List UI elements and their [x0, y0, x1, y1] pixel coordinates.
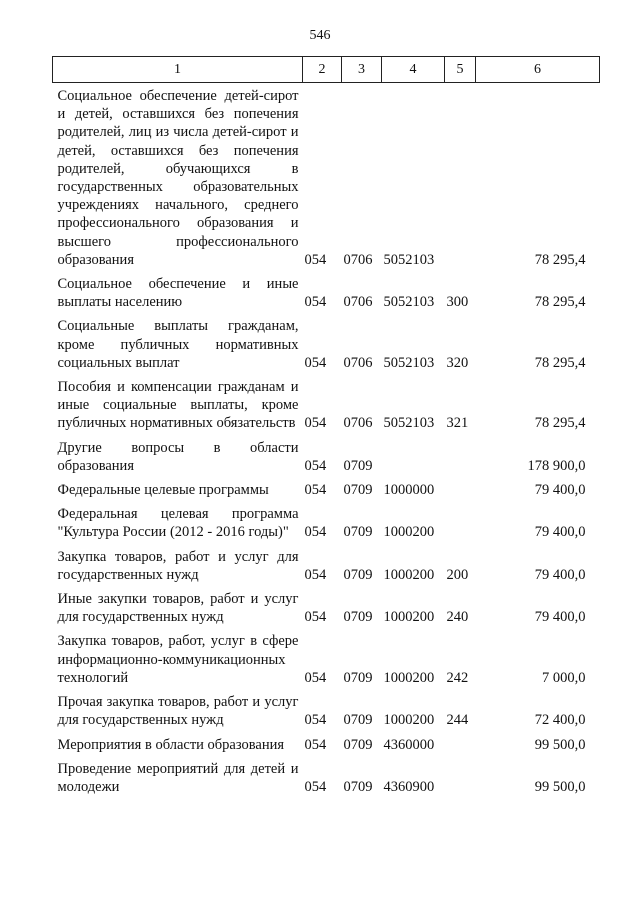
table-row — [53, 760, 600, 802]
row-target-code: 1000200 — [383, 669, 435, 686]
row-ministry-code: 054 — [304, 524, 327, 541]
table-row — [53, 590, 600, 632]
row-ministry-code: 054 — [304, 251, 327, 268]
row-section-code: 0706 — [343, 354, 373, 371]
table-row — [53, 505, 600, 547]
row-expense-type: 321 — [446, 415, 469, 432]
column-header-4: 4 — [382, 57, 445, 83]
header-row — [53, 57, 600, 83]
row-amount: 7 000,0 — [542, 669, 586, 686]
row-expense-type: 240 — [446, 609, 469, 626]
row-amount: 79 400,0 — [534, 609, 586, 626]
row-target-code: 5052103 — [383, 415, 435, 432]
table-row — [53, 548, 600, 590]
row-expense-type — [445, 83, 476, 276]
row-ministry-code: 054 — [304, 415, 327, 432]
row-target-code: 5052103 — [383, 354, 435, 371]
row-name: Пособия и компенсации гражданам и иные социальные выплаты, кроме публичных нормативных обязательств — [57, 379, 299, 432]
row-ministry-code: 054 — [304, 669, 327, 686]
row-section-code: 0709 — [343, 457, 373, 474]
row-section-code: 0706 — [343, 415, 373, 432]
row-target-code — [382, 439, 445, 481]
row-ministry-code: 054 — [304, 354, 327, 371]
row-name: Федеральная целевая программа "Культура России (2012 - 2016 годы)" — [57, 506, 299, 541]
row-expense-type: 244 — [446, 712, 469, 729]
row-name: Закупка товаров, работ и услуг для государственных нужд — [57, 548, 299, 583]
row-name: Закупка товаров, работ, услуг в сфере информационно-коммуникационных технологий — [57, 633, 299, 686]
row-target-code: 1000200 — [383, 566, 435, 583]
row-amount: 72 400,0 — [534, 712, 586, 729]
row-target-code: 1000200 — [383, 524, 435, 541]
row-name: Социальное обеспечение и иные выплаты населению — [57, 276, 299, 311]
row-name: Иные закупки товаров, работ и услуг для государственных нужд — [57, 591, 299, 626]
row-amount: 78 295,4 — [534, 251, 586, 268]
row-section-code: 0709 — [343, 566, 373, 583]
table-row — [53, 317, 600, 378]
row-target-code: 1000000 — [383, 482, 435, 499]
row-section-code: 0709 — [343, 712, 373, 729]
row-name: Социальные выплаты гражданам, кроме публичных нормативных социальных выплат — [57, 318, 299, 371]
row-target-code: 1000200 — [383, 609, 435, 626]
row-name: Другие вопросы в области образования — [57, 439, 299, 474]
row-target-code: 4360000 — [383, 736, 435, 753]
row-target-code: 5052103 — [383, 251, 435, 268]
row-ministry-code: 054 — [304, 482, 327, 499]
table-row — [53, 83, 600, 276]
column-header-2: 2 — [303, 57, 342, 83]
row-name: Прочая закупка товаров, работ и услуг для государственных нужд — [57, 694, 299, 729]
row-name: Федеральные целевые программы — [57, 482, 269, 499]
column-header-1: 1 — [53, 57, 303, 83]
table-row — [53, 693, 600, 735]
row-amount: 78 295,4 — [534, 415, 586, 432]
row-section-code: 0709 — [343, 609, 373, 626]
row-section-code: 0709 — [343, 669, 373, 686]
row-ministry-code: 054 — [304, 566, 327, 583]
row-expense-type: 200 — [446, 566, 469, 583]
table-row — [53, 632, 600, 693]
row-ministry-code: 054 — [304, 736, 327, 753]
table-row — [53, 481, 600, 505]
row-section-code: 0706 — [343, 251, 373, 268]
row-ministry-code: 054 — [304, 712, 327, 729]
row-expense-type — [445, 481, 476, 505]
row-name: Мероприятия в области образования — [57, 736, 285, 753]
table-row — [53, 736, 600, 760]
row-amount: 178 900,0 — [527, 457, 586, 474]
row-name: Социальное обеспечение детей-сирот и детей, оставшихся без попечения родителей, лиц из числа детей-сирот и детей, оставшихся без попечения родителей, обучающихся в государственных образовательных учреждениях начального, среднего профессионального образования и высшего профессионального образования — [57, 88, 299, 268]
row-section-code: 0709 — [343, 736, 373, 753]
row-section-code: 0706 — [343, 294, 373, 311]
page-number: 546 — [309, 28, 331, 43]
row-target-code: 1000200 — [383, 712, 435, 729]
row-amount: 79 400,0 — [534, 524, 586, 541]
table-row — [53, 378, 600, 439]
row-section-code: 0709 — [343, 524, 373, 541]
row-expense-type — [445, 505, 476, 547]
row-amount: 99 500,0 — [534, 736, 586, 753]
column-header-6: 6 — [476, 57, 600, 83]
row-ministry-code: 054 — [304, 294, 327, 311]
row-ministry-code: 054 — [304, 457, 327, 474]
row-ministry-code: 054 — [304, 609, 327, 626]
budget-table — [52, 56, 600, 802]
row-expense-type: 300 — [446, 294, 469, 311]
row-name: Проведение мероприятий для детей и молодежи — [57, 760, 299, 795]
row-amount: 78 295,4 — [534, 294, 586, 311]
row-amount: 79 400,0 — [534, 482, 586, 499]
table-header — [53, 57, 600, 83]
row-section-code: 0709 — [343, 482, 373, 499]
row-expense-type — [445, 760, 476, 802]
column-header-3: 3 — [342, 57, 382, 83]
row-section-code: 0709 — [343, 778, 373, 795]
row-expense-type — [445, 439, 476, 481]
row-ministry-code: 054 — [304, 778, 327, 795]
table-body — [53, 83, 600, 803]
row-target-code: 4360900 — [383, 778, 435, 795]
row-target-code: 5052103 — [383, 294, 435, 311]
row-amount: 99 500,0 — [534, 778, 586, 795]
row-expense-type — [445, 736, 476, 760]
column-header-5: 5 — [445, 57, 476, 83]
table-row — [53, 275, 600, 317]
row-expense-type: 320 — [446, 354, 469, 371]
row-amount: 79 400,0 — [534, 566, 586, 583]
table-row — [53, 439, 600, 481]
row-expense-type: 242 — [446, 669, 469, 686]
row-amount: 78 295,4 — [534, 354, 586, 371]
